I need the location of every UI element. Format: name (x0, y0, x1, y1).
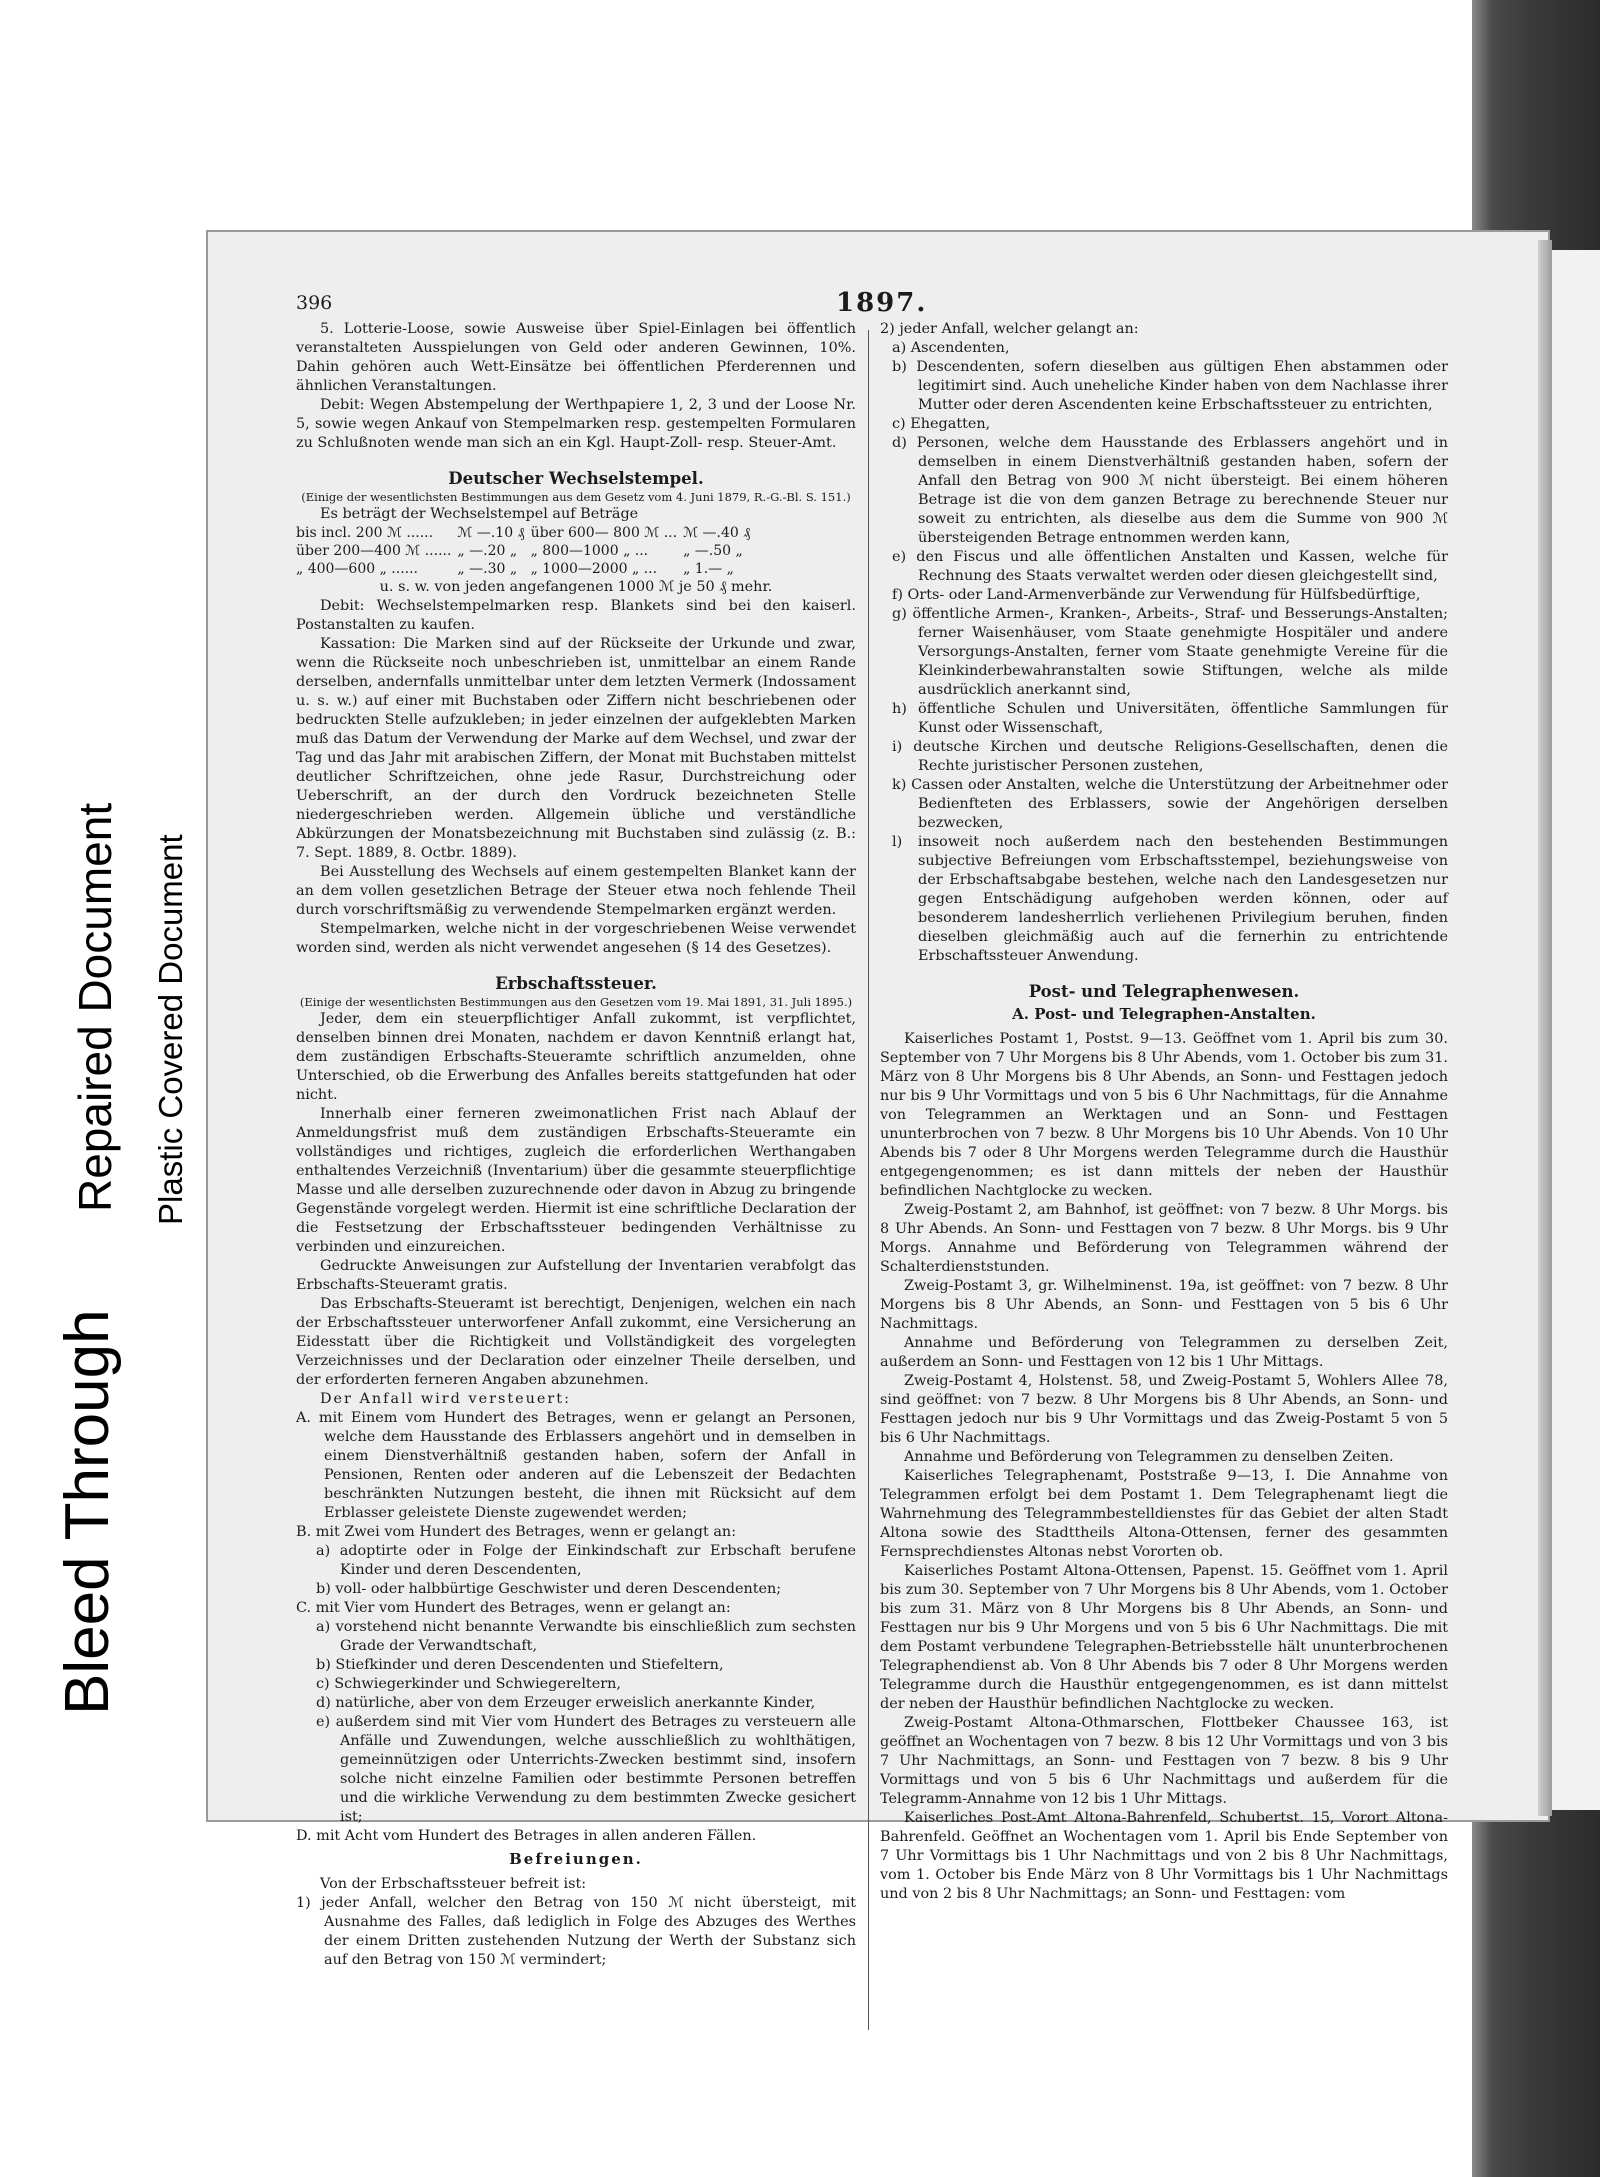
rates-cell: über 200—400 ℳ ...... (296, 543, 452, 559)
heading-befreiungen: Befreiungen. (509, 1850, 643, 1868)
paragraph-postamt-othmarschen: Zweig-Postamt Altona-Othmarschen, Flottbeker Chaussee 163, ist geöffnet an Wochentagen von 7 bezw. 8 bis 12 Uhr Vormittags und von 3 bis 7 Uhr Nachmittags, an Sonn- und Festtagen von 7 bezw. 8 bis 9 Uhr Vormittags und von 5 bis 6 Uhr Nachmittags und außerdem für die Telegramm-Annahme von 12 bis 1 Uhr Mittags. (880, 1715, 1448, 1807)
list-item-A: A. mit Einem vom Hundert des Betrages, wenn er gelangt an Personen, welche dem Hausstande des Erblassers angehört und in demselben in einem Dienstverhältniß gestanden haben, sofern der Anfall in Pensionen, Renten oder anderen auf die Lebenszeit der Bedachten beschränkten Nutzungen besteht, die ihnen mit Rücksicht auf dem Erblasser geleistete Dienste zugewendet werden; (296, 1410, 856, 1521)
left-column (296, 320, 856, 1970)
rates-cell: „ —.50 „ (683, 543, 743, 559)
list-item-2h: h) öffentliche Schulen und Universitäten, öffentliche Sammlungen für Kunst oder Wissenschaft, (892, 701, 1448, 736)
paragraph-postamt-1: Kaiserliches Postamt 1, Postst. 9—13. Geöffnet vom 1. April bis zum 30. September von 7 Uhr Morgens bis 8 Uhr Abends, vom 1. October bis zum 31. März von 8 Uhr Morgens bis 8 Uhr Abends, an Sonn- und Festtagen jedoch nur bis 9 Uhr Vormittags und von 5 bis 6 Uhr Nachmittags, für die Annahme von Telegrammen an Werktagen und an Sonn- und Festtagen ununterbrochen von 7 bezw. 8 Uhr Morgens bis 10 Uhr Abends. Von 10 Uhr Abends bis 7 oder 8 Uhr Morgens werden Telegramme durch die Hausthür entgegengenommen; es ist dann mittels der neben der Hausthür befindlichen Nachtglocke zu wecken. (880, 1031, 1448, 1199)
list-item-Cd: d) natürliche, aber von dem Erzeuger erweislich anerkannte Kinder, (316, 1695, 816, 1711)
paragraph-zweig-postamt-3b: Annahme und Beförderung von Telegrammen zu derselben Zeit, außerdem an Sonn- und Festtagen von 12 bis 1 Uhr Mittags. (880, 1335, 1448, 1370)
list-item-2a: a) Ascendenten, (892, 340, 1010, 356)
list-item-2i: i) deutsche Kirchen und deutsche Religions-Gesellschaften, denen die Rechte juristischer Personen zustehen, (892, 739, 1448, 774)
list-item-Bb: b) voll- oder halbbürtige Geschwister und deren Descendenten; (316, 1581, 782, 1597)
list-item-2k: k) Cassen oder Anstalten, welche die Unterstützung der Arbeitnehmer oder Bedienfteten des Erblassers, sowie der Angehörigen derselben bezwecken, (892, 777, 1448, 831)
label-repaired-document: Repaired Document (69, 802, 121, 1212)
list-item-Cc: c) Schwiegerkinder und Schwiegereltern, (316, 1676, 621, 1692)
paragraph-stempelmarken: Stempelmarken, welche nicht in der vorgeschriebenen Weise verwendet worden sind, werden als nicht verwendet angesehen (§ 14 des Gesetzes). (296, 921, 856, 956)
heading-erbschaftssteuer: Erbschaftssteuer. (495, 974, 657, 993)
paragraph-zweig-postamt-2: Zweig-Postamt 2, am Bahnhof, ist geöffnet: von 7 bezw. 8 Uhr Morgs. bis 8 Uhr Abends. An Sonn- und Festtagen von 7 bezw. 8 Uhr Morgs. bis 9 Uhr Morgs. Annahme und Beförderung von Telegrammen während der Schalterdienststunden. (880, 1202, 1448, 1275)
rates-tail: u. s. w. von jeden angefangenen 1000 ℳ je 50 ₰ mehr. (379, 579, 773, 595)
paragraph-zweig-postamt-4-5b: Annahme und Beförderung von Telegrammen zu denselben Zeiten. (904, 1449, 1394, 1465)
list-item-2b: b) Descendenten, sofern dieselben aus gültigen Ehen abstammen oder legitimirt sind. Auch uneheliche Kinder haben von dem Nachlasse ihrer Mutter oder deren Ascendenten keine Erbschaftssteuer zu entrichten, (892, 359, 1448, 413)
rates-row (296, 542, 756, 560)
list-item-2d: d) Personen, welche dem Hausstande des Erblassers angehört und in demselben in einem Dienstverhältniß gestanden haben, sofern der Anfall den Betrag von 900 ℳ nicht übersteigt. Bei einem höheren Betrage ist die von dem ganzen Betrage zu berechnende Steuer nur soweit zu entrichten, als dieselbe aus dem die Summe von 900 ℳ übersteigenden Betrage entnommen werden kann, (892, 435, 1448, 546)
rates-table (296, 524, 756, 578)
note-wechselstempel: (Einige der wesentlichsten Bestimmungen aus dem Gesetz vom 4. Juni 1879, R.-G.-Bl. S. 151.) (301, 490, 851, 504)
paragraph-steueramt: Das Erbschafts-Steueramt ist berechtigt, Denjenigen, welchen ein nach der Erbschaftssteuer unterworfener Anfall zukommt, eine Versicherung an Eidesstatt über die Richtigkeit und Vollständigkeit des vorgelegten Verzeichnisses und der Declaration oder einzelner Theile derselben, und der erforderten ferneren Angaben abzunehmen. (296, 1296, 856, 1388)
paragraph-befreit: Von der Erbschaftssteuer befreit ist: (320, 1876, 587, 1892)
note-erbschaftssteuer: (Einige der wesentlichsten Bestimmungen aus den Gesetzen vom 19. Mai 1891, 31. Juli 1895.) (299, 995, 853, 1009)
rates-cell: „ 400—600 „ ...... (296, 561, 419, 577)
list-item-2f: f) Orts- oder Land-Armenverbände zur Verwendung für Hülfsbedürftige, (892, 587, 1421, 603)
label-bleed-through: Bleed Through (53, 1309, 122, 1715)
paragraph-anfall: Der Anfall wird versteuert: (320, 1391, 571, 1407)
rates-cell: ℳ —.10 ₰ (457, 525, 525, 541)
column-divider (868, 330, 869, 2030)
paragraph-zweig-postamt-4-5: Zweig-Postamt 4, Holstenst. 58, und Zweig-Postamt 5, Wohlers Allee 78, sind geöffnet: von 7 bezw. 8 Uhr Morgens bis 8 Uhr Abends, an Sonn- und Festtagen jedoch nur bis 9 Uhr Vormittags und das Zweig-Postamt 5 von 5 bis 6 Uhr Nachmittags. (880, 1373, 1448, 1446)
rates-cell: „ —.20 „ (457, 543, 518, 559)
rates-cell: „ 1.— „ (683, 561, 734, 577)
label-plastic-covered: Plastic Covered Document (152, 834, 189, 1225)
adjacent-page-edge (1548, 250, 1600, 1810)
heading-post-telegraph: Post- und Telegraphenwesen. (1028, 982, 1300, 1001)
list-item-C: C. mit Vier vom Hundert des Betrages, wenn er gelangt an: (296, 1600, 731, 1616)
paragraph-anweisungen: Gedruckte Anweisungen zur Aufstellung der Inventarien verabfolgt das Erbschafts-Steueramt gratis. (296, 1258, 856, 1293)
heading-wechselstempel: Deutscher Wechselstempel. (448, 469, 704, 488)
paragraph-postamt-bahrenfeld: Kaiserliches Post-Amt Altona-Bahrenfeld, Schubertst. 15, Vorort Altona-Bahrenfeld. Geöffnet an Wochentagen vom 1. April bis Ende September von 7 Uhr Vormittags bis 1 Uhr Nachmittags und von 2 bis 8 Uhr Nachmittags, vom 1. October bis Ende März von 8 Uhr Vormittags bis 1 Uhr Nachmittags und von 2 bis 8 Uhr Nachmittags; an Sonn- und Festtagen: vom (880, 1810, 1448, 1902)
list-item-2g: g) öffentliche Armen-, Kranken-, Arbeits-, Straf- und Besserungs-Anstalten; ferner Waisenhäuser, vom Staate genehmigte Hospitäler und andere Versorgungs-Anstalten, ferner vom Staate genehmigte Vereine für die Kleinkinderbewahranstalten sowie Stiftungen, welche als milde ausdrücklich anerkannt sind, (892, 606, 1448, 698)
paragraph-postamt-ottensen: Kaiserliches Postamt Altona-Ottensen, Papenst. 15. Geöffnet vom 1. April bis zum 30. September von 7 Uhr Morgens bis 8 Uhr Abends, vom 1. October bis zum 31. März von 8 Uhr Morgens bis 8 Uhr Abends, an Sonn- und Festtagen nur bis 9 Uhr Morgens und von 5 bis 6 Uhr Nachmittags. Die mit dem Postamt verbundene Telegraphen-Betriebsstelle hält ununterbrochenen Telegraphendienst ab. Von 8 Uhr Abends bis 7 oder 8 Uhr Morgens werden Telegramme durch die Hausthür entgegengenommen, es ist dann mittelst der neben der Hausthür befindlichen Nachtglocke zu wecken. (880, 1563, 1448, 1712)
page-year-heading: 1897. (836, 288, 928, 318)
page-number: 396 (296, 292, 333, 314)
paragraph-blanket: Bei Ausstellung des Wechsels auf einem gestempelten Blanket kann der an dem vollen gesetzlichen Betrage der Steuer etwa noch fehlende Theil durch vorschriftsmäßig zu verwendende Stempelmarken ergänzt werden. (296, 864, 856, 918)
rates-cell: „ —.30 „ (457, 561, 518, 577)
paragraph-debit-2: Debit: Wechselstempelmarken resp. Blankets sind bei den kaiserl. Postanstalten zu kaufen. (296, 598, 856, 633)
right-column (880, 320, 1448, 1904)
rates-cell: bis incl. 200 ℳ ...... (296, 525, 434, 541)
list-item-Ba: a) adoptirte oder in Folge der Einkindschaft zur Erbschaft berufene Kinder und deren Descendenten, (316, 1543, 856, 1578)
paragraph-innerhalb: Innerhalb einer ferneren zweimonatlichen Frist nach Ablauf der Anmeldungsfrist muß dem zuständigen Erbschafts-Steueramte ein vollständiges und richtiges, zugleich die erforderlichen Werthangaben enthaltendes Verzeichniß (Inventarium) über die gesammte steuerpflichtige Masse und alle derselben zuzurechnende oder davon in Abzug zu bringende Gegenstände vorgelegt werden. Hiermit ist eine schriftliche Declaration der die Festsetzung der Erbschaftssteuer bedingenden Verhältnisse zu verbinden und einzureichen. (296, 1106, 856, 1255)
list-item-2: 2) jeder Anfall, welcher gelangt an: (880, 321, 1139, 337)
rates-cell: „ 1000—2000 „ ... (530, 561, 658, 577)
paragraph-jeder: Jeder, dem ein steuerpflichtiger Anfall zukommt, ist verpflichtet, denselben binnen drei Monaten, nachdem er davon Kenntniß erlangt hat, dem zuständigen Erbschafts-Steueramte schriftlich anzumelden, ohne Unterschied, ob die Erwerbung des Anfalles bereits stattgefunden hat oder nicht. (296, 1011, 856, 1103)
list-item-2e: e) den Fiscus und alle öffentlichen Anstalten und Kassen, welche für Rechnung des Staats verwaltet werden oder diesen gleichgestellt sind, (892, 549, 1448, 584)
rates-intro: Es beträgt der Wechselstempel auf Beträge (320, 506, 639, 522)
paragraph-debit-1: Debit: Wegen Abstempelung der Werthpapiere 1, 2, 3 und der Loose Nr. 5, sowie wegen Ankauf von Stempelmarken resp. gestempelten Formularen zu Schlußnoten wende man sich an ein Kgl. Haupt-Zoll- resp. Steuer-Amt. (296, 397, 856, 451)
page-edge (1538, 240, 1552, 1816)
rates-row (296, 560, 756, 578)
rates-cell: ℳ —.40 ₰ (683, 525, 751, 541)
paragraph-lotterie: 5. Lotterie-Loose, sowie Ausweise über Spiel-Einlagen bei öffentlich veranstalteten Ausspielungen von Geld oder anderen Gewinnen, 10%. Dahin gehören auch Wett-Einsätze bei öffentlichen Pferderennen und ähnlichen Veranstaltungen. (296, 321, 856, 394)
heading-post-anstalten: A. Post- und Telegraphen-Anstalten. (1012, 1005, 1316, 1023)
list-item-B: B. mit Zwei vom Hundert des Betrages, wenn er gelangt an: (296, 1524, 737, 1540)
paragraph-telegraphenamt: Kaiserliches Telegraphenamt, Poststraße 9—13, I. Die Annahme von Telegrammen erfolgt bei dem Postamt 1. Dem Telegraphenamt liegt die Wahrnehmung des Telegrammbestelldienstes für das Gebiet der alten Stadt Altona sowie des Stadttheils Altona-Ottensen, ferner des gesammten Fernsprechdienstes Altonas nebst Vororten ob. (880, 1468, 1448, 1560)
rates-cell: über 600— 800 ℳ ... (530, 525, 678, 541)
list-item-Ce: e) außerdem sind mit Vier vom Hundert des Betrages zu versteuern alle Anfälle und Zuwendungen, welche ausschließlich zu wohlthätigen, gemeinnützigen oder Unterrichts-Zwecken bestimmt sind, insofern solche nicht einzelne Familien oder bestimmte Personen betreffen und die wirkliche Verwendung zu dem bestimmten Zwecke gesichert ist; (316, 1714, 856, 1825)
list-item-2c: c) Ehegatten, (892, 416, 991, 432)
list-item-D: D. mit Acht vom Hundert des Betrages in allen anderen Fällen. (296, 1828, 757, 1844)
paragraph-zweig-postamt-3: Zweig-Postamt 3, gr. Wilhelminenst. 19a, ist geöffnet: von 7 bezw. 8 Uhr Morgens bis 8 Uhr Abends, an Sonn- und Festtagen von 5 bis 6 Uhr Nachmittags. (880, 1278, 1448, 1332)
list-item-2l: l) insoweit noch außerdem nach den bestehenden Bestimmungen subjective Befreiungen vom Erbschaftsstempel, beziehungsweise von der Erbschaftsabgabe bestehen, welche nach den Landesgesetzen nur gegen Entschädigung aufgehoben werden können, oder auf besonderem landesherrlich verliehenen Privilegium beruhen, finden dieselben gleichmäßig auch auf die fernerhin zu entrichtende Erbschaftssteuer Anwendung. (892, 834, 1448, 964)
paragraph-kassation: Kassation: Die Marken sind auf der Rückseite der Urkunde und zwar, wenn die Rückseite noch unbeschrieben ist, unmittelbar an einem Rande derselben, andernfalls unmittelbar unter dem letzten Vermerk (Indossament u. s. w.) auf einer mit Buchstaben oder Ziffern nicht beschriebenen oder bedruckten Stelle aufzukleben; in jeder einzelnen der aufgeklebten Marken muß das Datum der Verwendung der Marke auf dem Wechsel, und zwar der Tag und das Jahr mit arabischen Ziffern, der Monat mit Buchstaben mittelst deutlicher Schriftzeichen, ohne jede Rasur, Durchstreichung oder Ueberschrift, an der durch den Vordruck bezeichneten Stelle niedergeschrieben werden. Allgemein übliche und verständliche Abkürzungen der Monatsbezeichnung mit Buchstaben sind zulässig (z. B.: 7. Sept. 1889, 8. Octbr. 1889). (296, 636, 856, 861)
list-item-Ca: a) vorstehend nicht benannte Verwandte bis einschließlich zum sechsten Grade der Verwandtschaft, (316, 1619, 856, 1654)
list-item-1: 1) jeder Anfall, welcher den Betrag von 150 ℳ nicht übersteigt, mit Ausnahme des Falles, daß lediglich in Folge des Abzuges des Werthes der einem Dritten zustehenden Nutzung der Werth der Substanz sich auf den Betrag von 150 ℳ vermindert; (296, 1895, 856, 1968)
rates-cell: „ 800—1000 „ ... (530, 543, 649, 559)
list-item-Cb: b) Stiefkinder und deren Descendenten und Stiefeltern, (316, 1657, 724, 1673)
rates-row (296, 524, 756, 542)
